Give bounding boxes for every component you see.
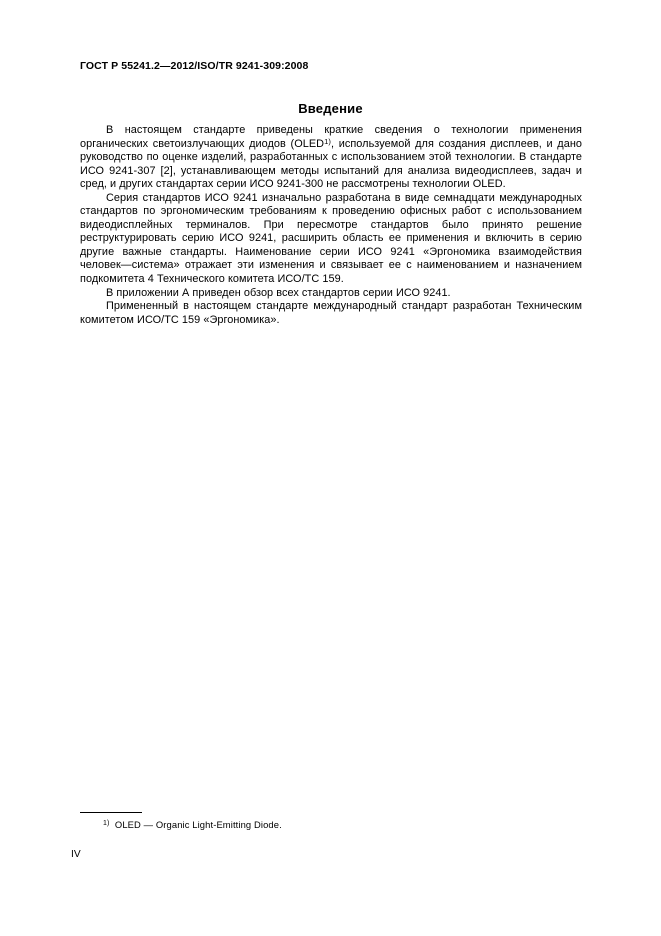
paragraph-3: В приложении А приведен обзор всех стандартов серии ИСО 9241. <box>106 286 451 299</box>
footnote-marker: 1) <box>103 820 110 828</box>
page-title: Введение <box>298 100 363 116</box>
footnote-label: OLED — Organic Light-Emitting Diode. <box>114 819 282 830</box>
footnote-area <box>80 812 582 831</box>
paragraph-1-text-after-footnote: , используемой для создания дисплеев, и дано руководство по оценке изделий, разработанных с использованием этой технологии. В стандарте ИСО 9241-307 [2], устанавливающем методы испытаний для анализа видеодисплеев, задач и сред, и других стандартах серии ИСО 9241-300 не рассмотрены технологии OLED. <box>80 137 582 191</box>
running-head: ГОСТ Р 55241.2—2012/ISO/TR 9241-309:2008 <box>80 60 309 72</box>
paragraph-1-text-before-footnote: В настоящем стандарте приведены краткие сведения о технологии применения органических светоизлучающих диодов (OLED <box>80 124 582 150</box>
paragraph-2: Серия стандартов ИСО 9241 изначально разработана в виде семнадцати международных стандартов по эргономическим требованиям к проведению офисных работ с использованием видеодисплейных терминалов. При пересмотре стандартов было принято решение реструктурировать серию ИСО 9241, расширить область ее применения и включить в серию другие важные стандарты. Наименование серии ИСО 9241 «Эргономика взаимодействия человек—система» отражает эти изменения и связывает ее с наименованием и назначением подкомитета 4 Технического комитета ИСО/ТС 159. <box>80 191 582 286</box>
page-number: IV <box>71 849 81 860</box>
footnote-reference-marker[interactable]: 1) <box>324 136 331 146</box>
footnote <box>80 819 582 831</box>
paragraph-4: Примененный в настоящем стандарте международный стандарт разработан Техническим комитетом ИСО/ТС 159 «Эргономика». <box>80 300 582 326</box>
footnote-separator-rule <box>80 812 142 813</box>
paragraph-1 <box>80 124 582 192</box>
body-text <box>80 124 582 327</box>
